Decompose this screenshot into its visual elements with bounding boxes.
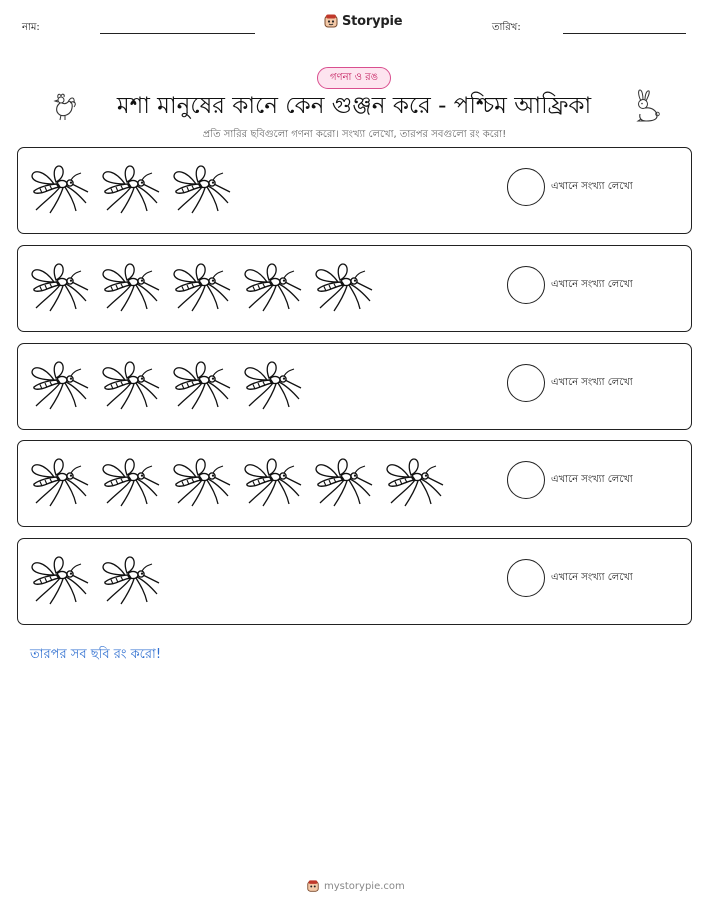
mosquito-group (30, 356, 314, 410)
counting-row (17, 147, 692, 234)
answer-label: এখানে সংখ্যা লেখো (551, 474, 633, 485)
answer-label: এখানে সংখ্যা লেখো (551, 572, 633, 583)
answer-circle[interactable] (507, 266, 545, 304)
counting-row (17, 440, 692, 527)
rabbit-icon (630, 89, 660, 123)
storypie-logo-icon (323, 13, 339, 29)
name-label: নাম: (22, 22, 40, 33)
mosquito-icon (30, 160, 90, 214)
mosquito-icon (172, 258, 232, 312)
counting-row (17, 343, 692, 430)
mosquito-icon (314, 453, 374, 507)
answer-circle[interactable] (507, 168, 545, 206)
answer-label: এখানে সংখ্যা লেখো (551, 279, 633, 290)
mosquito-icon (101, 551, 161, 605)
mosquito-icon (314, 258, 374, 312)
mosquito-group (30, 160, 243, 214)
worksheet-title: মশা মানুষের কানে কেন গুঞ্জন করে - পশ্চিম আফ্রিকা (116, 93, 592, 119)
mosquito-icon (30, 453, 90, 507)
counting-row (17, 538, 692, 625)
name-line[interactable] (100, 33, 255, 34)
category-badge: গণনা ও রঙ (317, 67, 391, 89)
mosquito-icon (172, 453, 232, 507)
answer-circle[interactable] (507, 461, 545, 499)
mosquito-icon (101, 258, 161, 312)
mosquito-group (30, 258, 385, 312)
answer-circle[interactable] (507, 559, 545, 597)
mosquito-icon (30, 258, 90, 312)
mosquito-icon (385, 453, 445, 507)
mosquito-icon (30, 356, 90, 410)
mosquito-group (30, 453, 456, 507)
mosquito-icon (172, 160, 232, 214)
counting-row (17, 245, 692, 332)
site-footer (306, 879, 405, 893)
mosquito-icon (101, 356, 161, 410)
mosquito-icon (243, 258, 303, 312)
mosquito-icon (243, 453, 303, 507)
answer-label: এখানে সংখ্যা লেখো (551, 181, 633, 192)
rooster-icon (46, 90, 78, 122)
instructions: প্রতি সারির ছবিগুলো গণনা করো। সংখ্যা লেখো, তারপর সবগুলো রং করো! (202, 129, 507, 140)
site-url: mystorypie.com (324, 880, 405, 892)
answer-label: এখানে সংখ্যা লেখো (551, 377, 633, 388)
brand-name: Storypie (342, 13, 403, 29)
mosquito-icon (101, 453, 161, 507)
mosquito-icon (172, 356, 232, 410)
date-line[interactable] (563, 33, 686, 34)
mosquito-group (30, 551, 172, 605)
answer-circle[interactable] (507, 364, 545, 402)
date-label: তারিখ: (492, 22, 521, 33)
mosquito-icon (101, 160, 161, 214)
storypie-logo-icon (306, 879, 320, 893)
brand-logo (323, 13, 402, 29)
mosquito-icon (30, 551, 90, 605)
mosquito-icon (243, 356, 303, 410)
color-instruction: তারপর সব ছবি রং করো! (30, 647, 162, 662)
